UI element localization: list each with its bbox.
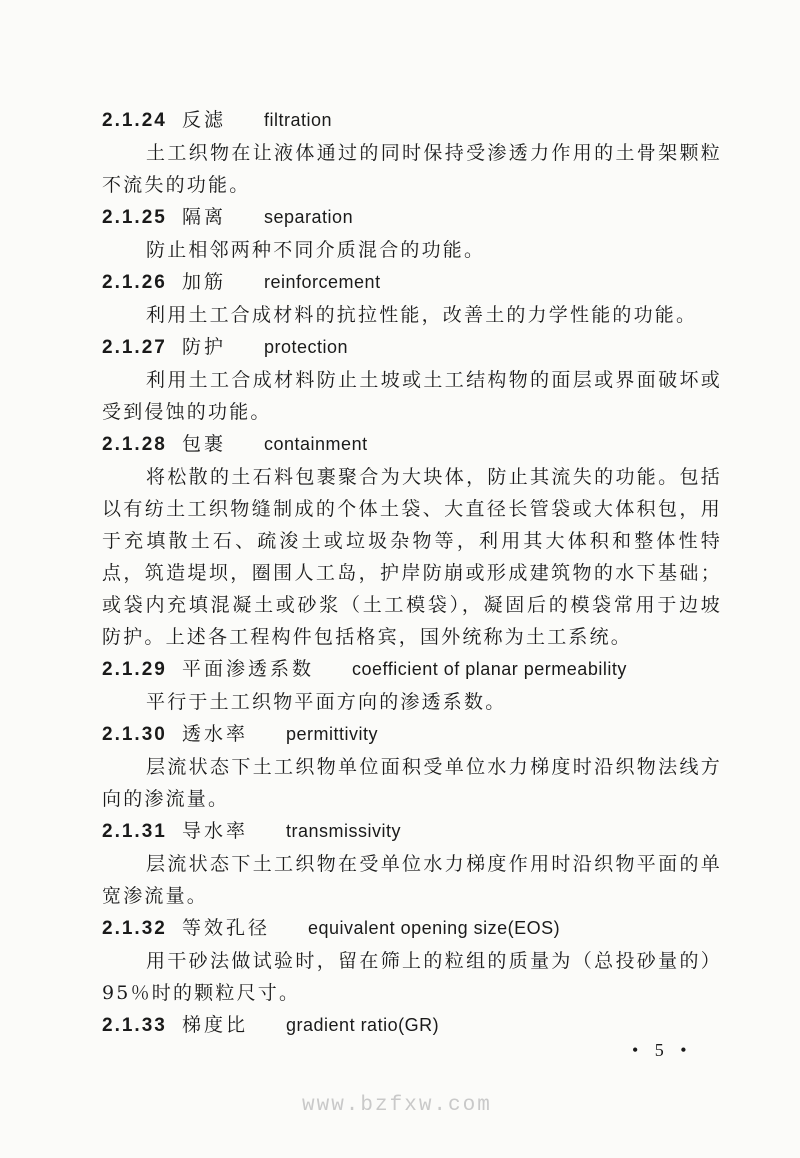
term-heading	[102, 266, 722, 299]
page-number: • 5 •	[632, 1040, 693, 1060]
term-heading	[102, 718, 722, 751]
term-english: equivalent opening size(EOS)	[308, 918, 561, 938]
term-chinese: 隔离	[182, 206, 227, 228]
term-heading	[102, 104, 722, 137]
entry-2-1-28	[102, 428, 722, 653]
term-chinese: 等效孔径	[182, 917, 271, 939]
term-heading	[102, 331, 722, 364]
term-chinese: 防护	[182, 336, 227, 358]
entry-2-1-27	[102, 331, 722, 428]
term-chinese: 加筋	[182, 271, 227, 293]
term-number: 2.1.31	[102, 821, 167, 842]
entry-2-1-31	[102, 815, 722, 912]
term-english: transmissivity	[286, 821, 402, 841]
entry-2-1-32	[102, 912, 722, 1009]
term-number: 2.1.25	[102, 207, 167, 228]
term-number: 2.1.29	[102, 659, 167, 680]
term-number: 2.1.33	[102, 1015, 167, 1036]
term-chinese: 包裹	[182, 433, 227, 455]
term-chinese: 梯度比	[182, 1014, 249, 1036]
term-definition: 防止相邻两种不同介质混合的功能。	[146, 239, 486, 261]
entry-2-1-30	[102, 718, 722, 815]
term-definition: 土工织物在让液体通过的同时保持受渗透力作用的土骨架颗粒不流失的功能。	[102, 142, 722, 196]
term-heading	[102, 1009, 722, 1042]
entry-2-1-25	[102, 201, 722, 266]
term-chinese: 透水率	[182, 723, 249, 745]
term-chinese: 反滤	[182, 109, 227, 131]
term-english: separation	[264, 207, 354, 227]
term-number: 2.1.32	[102, 918, 167, 939]
term-definition: 利用土工合成材料防止土坡或土工结构物的面层或界面破坏或受到侵蚀的功能。	[102, 369, 722, 423]
term-definition: 平行于土工织物平面方向的渗透系数。	[146, 691, 507, 713]
entry-2-1-24	[102, 104, 722, 201]
term-number: 2.1.28	[102, 434, 167, 455]
term-english: protection	[264, 337, 349, 357]
term-english: gradient ratio(GR)	[286, 1015, 440, 1035]
term-heading	[102, 815, 722, 848]
entry-2-1-29	[102, 653, 722, 718]
document-body	[102, 104, 722, 1042]
term-number: 2.1.26	[102, 272, 167, 293]
term-english: containment	[264, 434, 368, 454]
term-english: coefficient of planar permeability	[352, 659, 627, 679]
term-heading	[102, 912, 722, 945]
term-heading	[102, 428, 722, 461]
term-definition: 用干砂法做试验时，留在筛上的粒组的质量为（总投砂量的）95％时的颗粒尺寸。	[102, 950, 722, 1004]
term-definition: 利用土工合成材料的抗拉性能，改善土的力学性能的功能。	[146, 304, 698, 326]
term-heading	[102, 653, 722, 686]
entry-2-1-26	[102, 266, 722, 331]
term-definition: 层流状态下土工织物在受单位水力梯度作用时沿织物平面的单宽渗流量。	[102, 853, 722, 907]
term-definition: 层流状态下土工织物单位面积受单位水力梯度时沿织物法线方向的渗流量。	[102, 756, 722, 810]
term-english: reinforcement	[264, 272, 381, 292]
term-definition: 将松散的土石料包裹聚合为大块体，防止其流失的功能。包括以有纺土工织物缝制成的个体土袋、大直径长管袋或大体积包，用于充填散土石、疏浚土或垃圾杂物等，利用其大体积和整体性特点，筑造堤坝，圈围人工岛，护岸防崩或形成建筑物的水下基础；或袋内充填混凝土或砂浆（土工模袋），凝固后的模袋常用于边坡防护。上述各工程构件包括格宾，国外统称为土工系统。	[102, 466, 722, 648]
term-number: 2.1.30	[102, 724, 167, 745]
watermark: www.bzfxw.com	[302, 1094, 492, 1117]
term-chinese: 导水率	[182, 820, 249, 842]
term-chinese: 平面渗透系数	[182, 658, 315, 680]
term-number: 2.1.24	[102, 110, 167, 131]
term-heading	[102, 201, 722, 234]
term-english: filtration	[264, 110, 333, 130]
entry-2-1-33	[102, 1009, 722, 1042]
term-english: permittivity	[286, 724, 379, 744]
term-number: 2.1.27	[102, 337, 167, 358]
